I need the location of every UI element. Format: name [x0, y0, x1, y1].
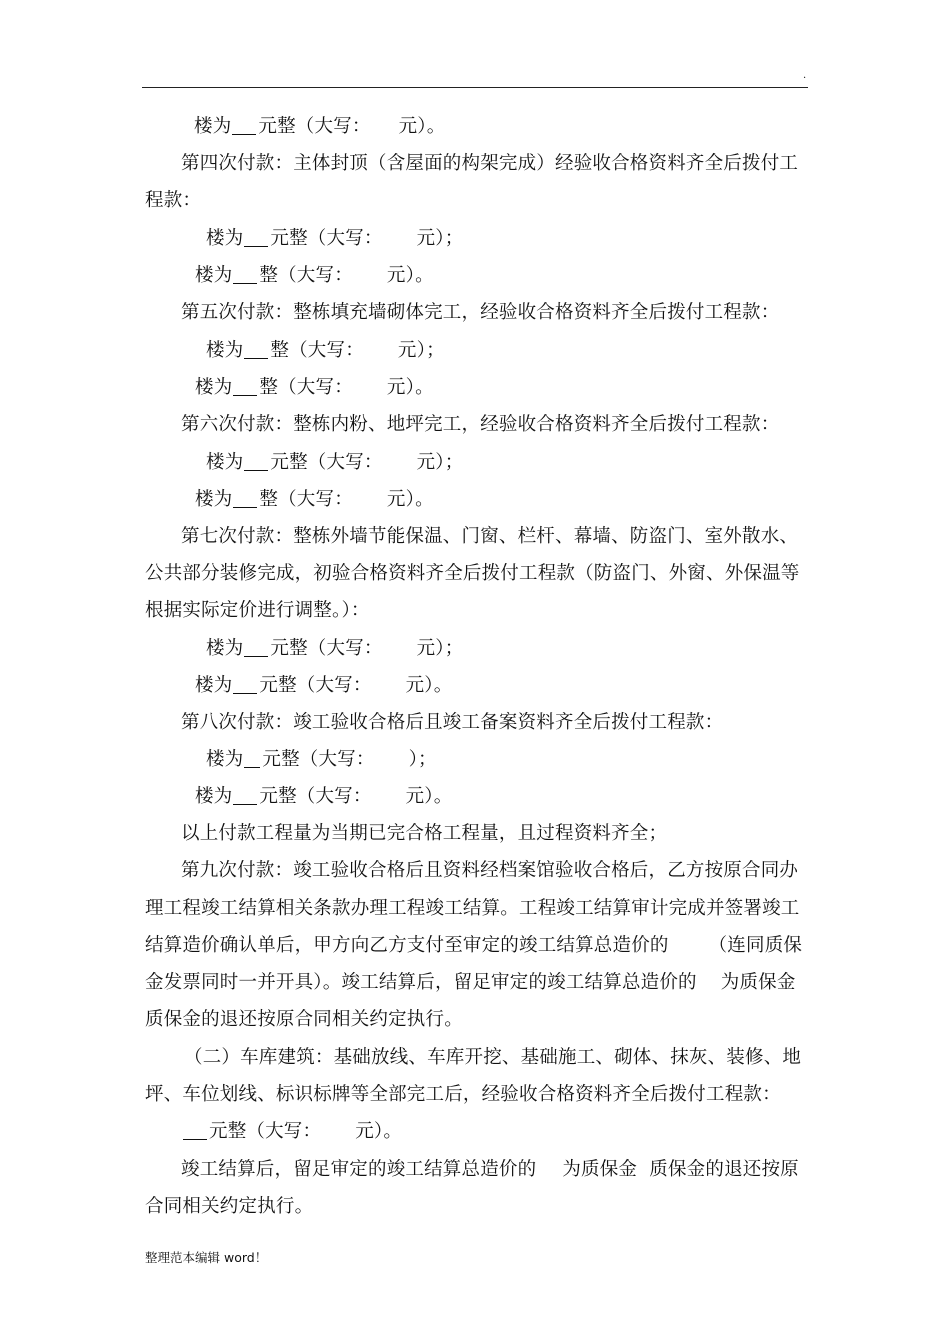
amount-blank: [233, 782, 257, 805]
text-segment: 元）；: [397, 340, 445, 361]
text-segment: 楼为: [195, 489, 233, 510]
text-segment: 元整（大写：: [259, 786, 372, 807]
text-line: [194, 112, 445, 142]
amount-blank: [244, 224, 268, 247]
amount-blank: [233, 373, 257, 396]
amount-blank: [233, 671, 257, 694]
header-rule: [142, 87, 808, 88]
text-segment: （连同质保: [708, 935, 803, 956]
amount-blank: [183, 1117, 207, 1140]
text-segment: 公共部分装修完成，初验合格资料齐全后拨付工程款（防盗门、外窗、外保温等: [145, 563, 800, 584]
text-segment: 元）；: [416, 638, 464, 659]
text-segment: 结算造价确认单后，甲方向乙方支付至审定的竣工结算总造价的: [145, 935, 669, 956]
text-segment: 楼为: [195, 786, 233, 807]
text-segment: 第七次付款：整栋外墙节能保温、门窗、栏杆、幕墙、防盗门、室外散水、: [181, 526, 799, 547]
text-line: [195, 671, 452, 701]
text-line: [206, 745, 437, 775]
text-line: [181, 819, 667, 849]
text-segment: 理工程竣工结算相关条款办理工程竣工结算。工程竣工结算审计完成并签署竣工: [145, 898, 800, 919]
text-line: [145, 1005, 463, 1035]
text-line: [145, 1192, 313, 1222]
header-mark: .: [803, 70, 807, 81]
text-segment: 元）。: [405, 675, 453, 696]
text-segment: 楼为: [195, 265, 233, 286]
text-segment: 楼为: [206, 340, 244, 361]
text-segment: 楼为: [206, 228, 244, 249]
footer-note: 整理范本编辑 word！: [145, 1250, 268, 1265]
text-segment: 元）。: [405, 786, 453, 807]
text-segment: 第五次付款：整栋填充墙砌体完工，经验收合格资料齐全后拨付工程款：: [181, 302, 780, 323]
amount-blank: [244, 336, 268, 359]
text-line: [195, 261, 434, 291]
text-segment: 第四次付款：主体封顶（含屋面的构架完成）经验收合格资料齐全后拨付工: [181, 153, 799, 174]
text-segment: 楼为: [206, 749, 244, 770]
text-segment: 元整（大写：: [270, 452, 383, 473]
text-segment: ）；: [408, 749, 437, 770]
text-segment: 元）。: [386, 265, 434, 286]
text-line: [184, 1043, 801, 1073]
text-segment: 元）。: [386, 489, 434, 510]
text-segment: 根据实际定价进行调整。）：: [145, 600, 370, 621]
amount-blank: [244, 745, 260, 768]
text-segment: 金发票同时一并开具）。竣工结算后，留足审定的竣工结算总造价的: [145, 972, 697, 993]
text-segment: 整（大写：: [270, 340, 364, 361]
text-line: [181, 410, 779, 440]
text-segment: 以上付款工程量为当期已完合格工程量，且过程资料齐全；: [181, 823, 668, 844]
text-segment: 元）；: [416, 228, 464, 249]
text-line: [195, 373, 434, 403]
text-segment: 整（大写：: [259, 265, 353, 286]
amount-blank: [244, 448, 268, 471]
text-segment: 竣工结算后，留足审定的竣工结算总造价的: [181, 1159, 537, 1180]
text-segment: 元）。: [355, 1121, 403, 1142]
text-segment: 第六次付款：整栋内粉、地坪完工，经验收合格资料齐全后拨付工程款：: [181, 414, 780, 435]
text-line: [206, 448, 463, 478]
text-segment: 元）。: [386, 377, 434, 398]
text-segment: 楼为: [195, 675, 233, 696]
amount-blank: [244, 634, 268, 657]
text-segment: 元）；: [416, 452, 464, 473]
text-segment: 整（大写：: [259, 489, 353, 510]
text-segment: 元整（大写：: [270, 228, 383, 249]
text-segment: 整（大写：: [259, 377, 353, 398]
text-line: [206, 224, 463, 254]
text-segment: 质保金的退还按原合同相关约定执行。: [145, 1009, 463, 1030]
text-line: [195, 485, 434, 515]
text-segment: 为质保金: [720, 972, 796, 993]
text-segment: 楼为: [206, 452, 244, 473]
amount-blank: [232, 112, 256, 135]
text-segment: 元整（大写：: [209, 1121, 322, 1142]
text-segment: 为质保金 质保金的退还按原: [562, 1159, 799, 1180]
text-segment: 程款：: [145, 190, 202, 211]
text-line: [181, 149, 798, 179]
text-segment: 坪、车位划线、标识标牌等全部完工后，经验收合格资料齐全后拨付工程款：: [145, 1084, 781, 1105]
text-line: [145, 931, 802, 961]
text-segment: 元）。: [398, 116, 446, 137]
text-line: [145, 968, 796, 998]
text-line: [181, 708, 723, 738]
text-line: [195, 782, 452, 812]
text-line: [181, 522, 798, 552]
text-segment: 第八次付款：竣工验收合格后且竣工备案资料齐全后拨付工程款：: [181, 712, 724, 733]
amount-blank: [233, 261, 257, 284]
text-line: [145, 596, 370, 626]
text-segment: 元整（大写：: [270, 638, 383, 659]
text-segment: （二）车库建筑：基础放线、车库开挖、基础施工、砌体、抹灰、装修、地: [184, 1047, 802, 1068]
text-line: [206, 634, 463, 664]
text-segment: 元整（大写：: [262, 749, 375, 770]
text-line: [145, 186, 201, 216]
text-line: [181, 298, 779, 328]
text-segment: 楼为: [194, 116, 232, 137]
text-segment: 楼为: [206, 638, 244, 659]
text-line: [206, 336, 445, 366]
text-line: [145, 1080, 781, 1110]
text-segment: 楼为: [195, 377, 233, 398]
text-segment: 元整（大写：: [258, 116, 371, 137]
text-line: [181, 1155, 799, 1185]
text-line: [145, 559, 800, 589]
text-line: [182, 1117, 402, 1147]
text-line: [145, 894, 800, 924]
text-line: [181, 856, 798, 886]
text-segment: 元整（大写：: [259, 675, 372, 696]
text-segment: 合同相关约定执行。: [145, 1196, 314, 1217]
amount-blank: [233, 485, 257, 508]
text-segment: 第九次付款：竣工验收合格后且资料经档案馆验收合格后，乙方按原合同办: [181, 860, 799, 881]
